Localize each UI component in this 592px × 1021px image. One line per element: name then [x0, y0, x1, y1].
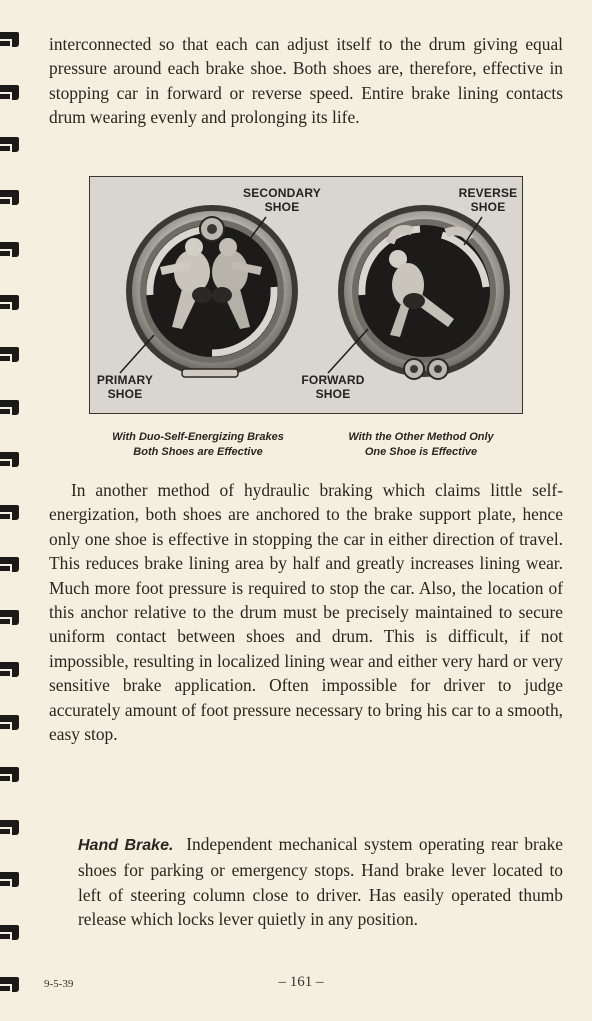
binding-hole — [0, 658, 22, 678]
page-number: – 161 – — [278, 974, 324, 990]
intro-paragraph: interconnected so that each can adjust itself to the drum giving equal pressure around each brake shoe. Both shoes are, therefore, effective in stopping car in forward or reverse speed. Entire brake lining contacts drum wearing evenly and prolonging its life. — [49, 34, 563, 128]
binding-hole — [0, 28, 22, 48]
left-brake-drum — [120, 205, 298, 377]
binding-hole — [0, 711, 22, 731]
binding-hole — [0, 238, 22, 258]
caption-line: Both Shoes are Effective — [133, 446, 263, 458]
label-line: REVERSE — [458, 186, 518, 200]
caption-line: One Shoe is Effective — [364, 446, 478, 458]
label-line: SECONDARY — [242, 186, 322, 200]
binding-hole — [0, 763, 22, 783]
label-line: SHOE — [315, 387, 351, 401]
binding-hole — [0, 133, 22, 153]
binding-hole — [0, 396, 22, 416]
right-figure-caption — [316, 430, 526, 460]
binding-hole — [0, 291, 22, 311]
brake-diagram-figure — [89, 176, 523, 414]
binding-hole — [0, 448, 22, 468]
binding-hole — [0, 606, 22, 626]
primary-shoe-label — [92, 373, 158, 401]
binding-hole — [0, 921, 22, 941]
binding-hole — [0, 186, 22, 206]
binding-hole — [0, 343, 22, 363]
hand-brake-heading: Hand Brake. — [78, 837, 174, 854]
binding-hole — [0, 553, 22, 573]
label-line: PRIMARY — [96, 373, 154, 387]
binding-hole — [0, 816, 22, 836]
right-brake-drum — [328, 205, 510, 379]
spiral-binding — [0, 0, 26, 1021]
label-line: SHOE — [107, 387, 143, 401]
label-line: SHOE — [264, 200, 300, 214]
label-line: FORWARD — [301, 373, 365, 387]
caption-line: With Duo-Self-Energizing Brakes — [112, 431, 284, 443]
other-method-paragraph: In another method of hydraulic braking which claims little self-energization, both shoes are anchored to the brake support plate, hence only one shoe is effective in stopping the car in either direction of travel. This reduces brake lining area by half and greatly increases lining wear. Much more foot pressure is required to stop the car. Also, the location of this anchor relative to the drum must be precisely maintained to secure uniform contact between shoes and drum. This is difficult, if not impossible, resulting in localized lining wear and either very hard or very sensitive brake application. Often impossible for driver to judge accurately amount of foot pressure necessary to bring his car to a smooth, easy stop. — [49, 480, 563, 745]
binding-hole — [0, 973, 22, 993]
binding-hole — [0, 81, 22, 101]
caption-line: With the Other Method Only — [348, 431, 494, 443]
binding-hole — [0, 868, 22, 888]
print-date: 9-5-39 — [44, 978, 74, 990]
secondary-shoe-label — [242, 186, 322, 214]
hand-brake-paragraph — [78, 832, 563, 932]
reverse-shoe-label — [448, 186, 523, 214]
left-figure-caption — [88, 430, 308, 460]
hand-brake-text: Independent mechanical system operating rear brake shoes for parking or emergency stops. Hand brake lever located to left of steering column close to driver. Has easily operated thumb release which locks lever quietly in any position. — [78, 834, 563, 930]
binding-hole — [0, 501, 22, 521]
label-line: SHOE — [470, 200, 506, 214]
forward-shoe-label — [296, 373, 370, 401]
